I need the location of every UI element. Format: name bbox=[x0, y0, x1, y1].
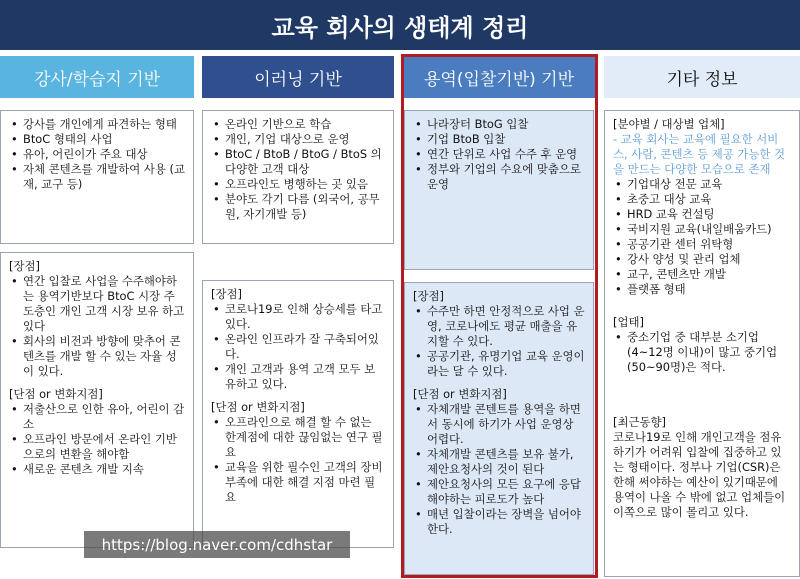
list-item: • 오프라인 방문에서 온라인 기반으로의 변환을 해야함 bbox=[9, 432, 185, 462]
col2-cons-label: [단점 or 변화지점] bbox=[211, 400, 305, 414]
col3-overview-box bbox=[404, 110, 594, 270]
col2-pros-list bbox=[211, 302, 385, 392]
col4-category-label: [분야별 / 대상별 업체] bbox=[613, 117, 725, 131]
list-item: • 교육을 위한 필수인 고객의 장비 부족에 대한 해결 지점 마련 필요 bbox=[211, 460, 385, 505]
col1-detail-box bbox=[0, 252, 194, 548]
list-item: • 초중고 대상 교육 bbox=[613, 192, 791, 207]
col1-overview-list bbox=[9, 117, 185, 192]
list-item: • 플랫폼 형태 bbox=[613, 282, 791, 297]
list-item: • 분야도 각기 다름 (외국어, 공무원, 자기개발 등) bbox=[211, 192, 385, 222]
list-item: • 기업대상 전문 교육 bbox=[613, 177, 791, 192]
page-title: 교육 회사의 생태계 정리 bbox=[0, 0, 800, 50]
col4-info-box bbox=[604, 110, 800, 577]
col1-cons-list bbox=[9, 402, 185, 477]
list-item: • 유아, 어린이가 주요 대상 bbox=[9, 147, 185, 162]
header-elearning: 이러닝 기반 bbox=[202, 56, 394, 98]
list-item: • 기업 BtoB 입찰 bbox=[413, 132, 585, 147]
list-item: • BtoC / BtoB / BtoG / BtoS 의 다양한 고객 대상 bbox=[211, 147, 385, 177]
col3-cons-list bbox=[413, 402, 585, 537]
col2-detail-box bbox=[202, 280, 394, 548]
list-item: • 회사의 비전과 방향에 맞추어 콘텐츠를 개발 할 수 있는 자율 성이 있다. bbox=[9, 334, 185, 379]
header-contract: 용역(입찰기반) 기반 bbox=[402, 56, 596, 98]
list-item: • 오프라인으로 해결 할 수 없는 한계점에 대한 끊임없는 연구 필요 bbox=[211, 415, 385, 460]
list-item: • 교구, 콘텐츠만 개발 bbox=[613, 267, 791, 282]
col4-category-note: - 교육 회사는 교육에 필요한 서비스, 사람, 콘텐츠 등 제공 가능한 것을 만드는 다양한 모습으로 존재 bbox=[613, 132, 786, 176]
col3-detail-box bbox=[404, 282, 594, 575]
col1-pros-label: [장점] bbox=[9, 259, 40, 273]
list-item: • 자체 콘텐츠를 개발하여 사용 (교재, 교구 등) bbox=[9, 162, 185, 192]
col4-industry-label: [업태] bbox=[613, 315, 644, 329]
list-item: • 제안요청사의 모든 요구에 응답해야하는 피로도가 높다 bbox=[413, 477, 585, 507]
list-item: • 나라장터 BtoG 입찰 bbox=[413, 117, 585, 132]
list-item: • 중소기업 중 대부분 소기업 (4~12명 이내)이 많고 중기업(50~90명)은 적다. bbox=[613, 330, 791, 375]
col2-overview-box bbox=[202, 110, 394, 244]
list-item: • HRD 교육 컨설팅 bbox=[613, 207, 791, 222]
header-instructor: 강사/학습지 기반 bbox=[0, 56, 194, 98]
col4-industry-list bbox=[613, 330, 791, 375]
list-item: • 온라인 인프라가 잘 구축되어있다. bbox=[211, 332, 385, 362]
list-item: • 국비지원 교육(내일배움카드) bbox=[613, 222, 791, 237]
list-item: • 매년 입찰이라는 장벽을 넘어야한다. bbox=[413, 507, 585, 537]
col3-pros-label: [장점] bbox=[413, 289, 444, 303]
col3-pros-list bbox=[413, 304, 585, 379]
col4-trend-label: [최근동향] bbox=[613, 415, 666, 429]
list-item: • 공공기관 센터 위탁형 bbox=[613, 237, 791, 252]
list-item: • 연간 단위로 사업 수주 후 운영 bbox=[413, 147, 585, 162]
list-item: • 강사 양성 및 관리 업체 bbox=[613, 252, 791, 267]
list-item: • 오프라인도 병행하는 곳 있음 bbox=[211, 177, 385, 192]
list-item: • 새로운 콘텐츠 개발 지속 bbox=[9, 462, 185, 477]
col2-overview-list bbox=[211, 117, 385, 222]
list-item: • 정부와 기업의 수요에 맞춤으로 운영 bbox=[413, 162, 585, 192]
col1-pros-list bbox=[9, 274, 185, 379]
col1-cons-label: [단점 or 변화지점] bbox=[9, 387, 103, 401]
blog-watermark: https://blog.naver.com/cdhstar bbox=[84, 531, 350, 558]
list-item: • 개인 고객과 용역 고객 모두 보유하고 있다. bbox=[211, 362, 385, 392]
list-item: • 수주만 하면 안정적으로 사업 운영, 코로나에도 평균 매출을 유지할 수 있다. bbox=[413, 304, 585, 349]
list-item: • 개인, 기업 대상으로 운영 bbox=[211, 132, 385, 147]
list-item: • 연간 입찰로 사업을 수주해야하는 용역기반보다 BtoC 시장 주도층인 개인 고객 시장 보유 하고 있다 bbox=[9, 274, 185, 334]
col1-overview-box bbox=[0, 110, 194, 244]
col4-trend-text: 코로나19로 인해 개인고객을 점유하기가 어려워 입찰에 집중하고 있는 형태이다. 정부나 기업(CSR)은 한해 써야하는 예산이 있기때문에 용역이 나올 수 밖에 없고 업체들이 이쪽으로 많이 몰리고 있다. bbox=[613, 430, 786, 519]
col3-overview-list bbox=[413, 117, 585, 192]
list-item: • 저출산으로 인한 유아, 어린이 감소 bbox=[9, 402, 185, 432]
list-item: • 온라인 기반으로 학습 bbox=[211, 117, 385, 132]
list-item: • 코로나19로 인해 상승세를 타고 있다. bbox=[211, 302, 385, 332]
list-item: • 공공기관, 유명기업 교육 운영이라는 달 수 있다. bbox=[413, 349, 585, 379]
list-item: • 자체개발 콘텐트를 용역을 하면서 동시에 하기가 사업 운영상 어렵다. bbox=[413, 402, 585, 447]
col2-pros-label: [장점] bbox=[211, 287, 242, 301]
header-other-info: 기타 정보 bbox=[604, 56, 800, 98]
col2-cons-list bbox=[211, 415, 385, 505]
list-item: • 강사를 개인에게 파견하는 형태 bbox=[9, 117, 185, 132]
col3-cons-label: [단점 or 변화지점] bbox=[413, 387, 507, 401]
list-item: • 자체개발 콘텐츠를 보유 불가, 제안요청사의 것이 된다 bbox=[413, 447, 585, 477]
col4-category-list bbox=[613, 177, 791, 297]
list-item: • BtoC 형태의 사업 bbox=[9, 132, 185, 147]
